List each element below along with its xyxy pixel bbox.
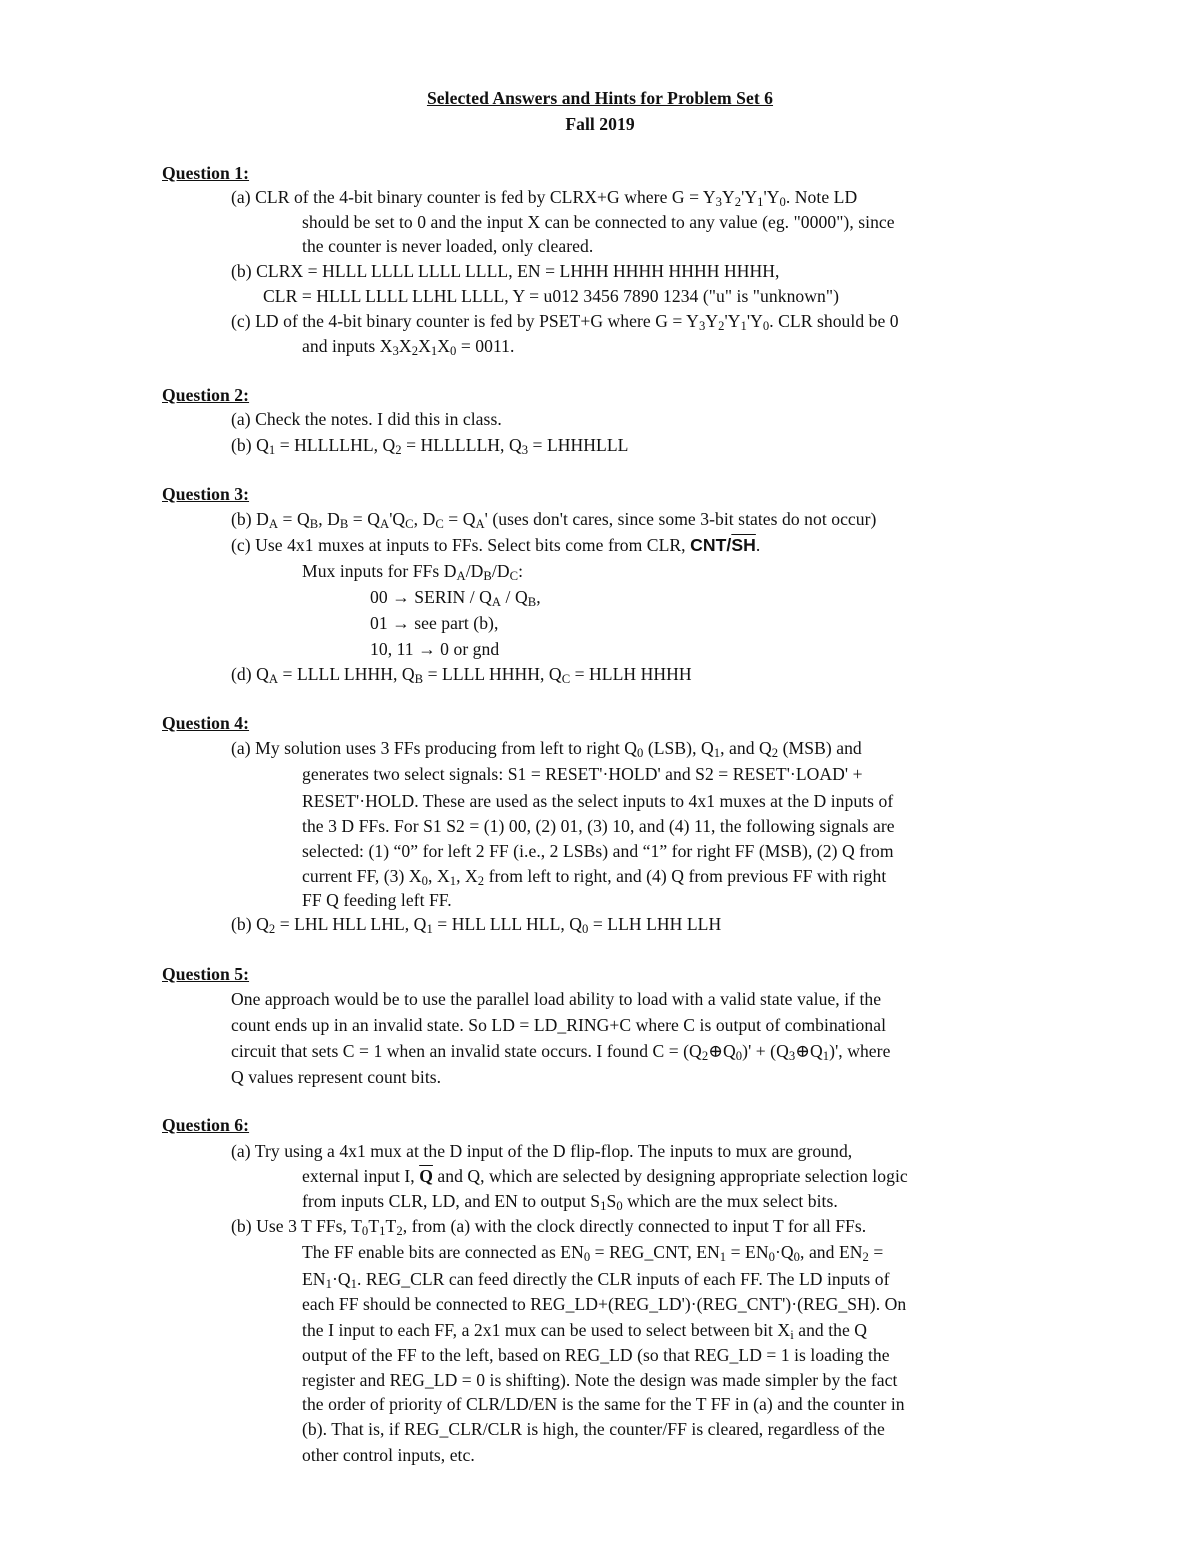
q3-mux-input-10-11: 10, 11 → 0 or gnd [370, 639, 500, 659]
q1-part-b-line-2: CLR = HLLL LLLL LLHL LLLL, Y = u012 3456 7890 1234 ("u" is "unknown") [263, 286, 840, 306]
q4-part-a-line-5: selected: (1) “0” for left 2 FF (i.e., 2 LSBs) and “1” for right FF (MSB), (2) Q from [302, 841, 894, 861]
q3-part-b: (b) $D_A = Q_B$, $D_B = Q_A'Q_C$, $D_C = Q_A'$ (uses don't cares, since some 3-bit states do not occur) [231, 509, 877, 532]
q2-part-b: (b) $Q_1$ = HLLLLHL, $Q_2$ = HLLLLLH, $Q_3$ = LHHHLLL [231, 435, 629, 458]
question-2-heading: Question 2: [162, 385, 250, 405]
q4-part-a-line-6: current FF, (3) $X_0$, $X_1$, $X_2$ from left to right, and (4) Q from previous FF with right [302, 866, 887, 889]
q6-part-b-line-1: (b) Use 3 T FFs, $T_0T_1T_2$, from (a) with the clock directly connected to input T for all FFs. [231, 1216, 867, 1239]
q6-part-a-line-2: external input I, $\overline{Q}$ and Q, which are selected by designing appropriate selection logic [302, 1166, 908, 1186]
q6-part-b-line-2: The FF enable bits are connected as $EN_0$ = REG_CNT, $EN_1 = EN_0\cdot Q_0$, and $EN_2$ = [302, 1242, 884, 1265]
q4-part-a-line-2: generates two select signals: S1 = RESET'·HOLD' and S2 = RESET'·LOAD' + [302, 764, 863, 784]
q1-part-c-line-2: and inputs $X_3X_2X_1X_0 = 0011$. [302, 336, 515, 359]
q1-part-a-line-3: the counter is never loaded, only cleared. [302, 236, 594, 256]
q3-part-d: (d) $Q_A$ = LLLL LHHH, $Q_B$ = LLLL HHHH, $Q_C$ = HLLH HHHH [231, 664, 692, 687]
question-1-heading: Question 1: [162, 163, 250, 183]
q6-part-b-line-7: register and REG_LD = 0 is shifting). Note the design was made simpler by the fact [302, 1370, 898, 1390]
question-4-heading: Question 4: [162, 713, 250, 733]
q1-part-a-line-1: (a) CLR of the 4-bit binary counter is fed by CLRX+G where $G = Y_3Y_2'Y_1'Y_0$. Note LD [231, 187, 858, 210]
q6-part-b-line-8: the order of priority of CLR/LD/EN is the same for the T FF in (a) and the counter in [302, 1394, 905, 1414]
q6-part-b-line-3: $EN_1\cdot Q_1$. REG_CLR can feed directly the CLR inputs of each FF. The LD inputs of [302, 1269, 890, 1292]
q6-part-b-line-5: the I input to each FF, a 2x1 mux can be used to select between bit $X_i$ and the Q [302, 1320, 868, 1343]
q3-part-c-line-1: (c) Use 4x1 muxes at inputs to FFs. Select bits come from CLR, CNT/$\overline{SH}$. [231, 535, 761, 555]
question-6-heading: Question 6: [162, 1115, 250, 1135]
q6-part-b-line-10: other control inputs, etc. [302, 1445, 475, 1465]
question-5-heading: Question 5: [162, 964, 250, 984]
q5-line-3: circuit that sets C = 1 when an invalid state occurs. I found $C = (Q_2\oplus Q_0)'$ + $(Q_3\oplus Q_1)'$, where [231, 1041, 891, 1064]
q4-part-a-line-3: RESET'·HOLD. These are used as the select inputs to 4x1 muxes at the D inputs of [302, 791, 894, 811]
q2-part-a: (a) Check the notes. I did this in class. [231, 409, 502, 429]
q1-part-c-line-1: (c) LD of the 4-bit binary counter is fed by PSET+G where $G = Y_3Y_2'Y_1'Y_0$. CLR should be 0 [231, 311, 899, 334]
q3-mux-input-01: 01 → see part (b), [370, 613, 499, 633]
q5-line-2: count ends up in an invalid state. So LD = LD_RING+C where C is output of combinational [231, 1015, 887, 1035]
q1-part-a-line-2: should be set to 0 and the input X can be connected to any value (eg. "0000"), since [302, 212, 895, 232]
document-title: Selected Answers and Hints for Problem Set 6 [426, 88, 774, 108]
q6-part-b-line-4: each FF should be connected to REG_LD+(REG_LD')·(REG_CNT')·(REG_SH). On [302, 1294, 907, 1314]
question-3-heading: Question 3: [162, 484, 250, 504]
q3-mux-input-00: 00 → SERIN / $Q_A / Q_B$, [370, 587, 541, 610]
q5-line-1: One approach would be to use the parallel load ability to load with a valid state value, if the [231, 989, 882, 1009]
q5-line-4: Q values represent count bits. [231, 1067, 442, 1087]
q4-part-a-line-1: (a) My solution uses 3 FFs producing from left to right $Q_0$ (LSB), $Q_1$, and $Q_2$ (MSB) and [231, 738, 862, 761]
q3-part-c-line-2: Mux inputs for FFs $D_A/D_B/D_C$: [302, 561, 524, 584]
document-term: Fall 2019 [565, 114, 635, 134]
q4-part-b: (b) $Q_2$ = LHL HLL LHL, $Q_1$ = HLL LLL HLL, $Q_0$ = LLH LHH LLH [231, 914, 722, 937]
q6-part-a-line-1: (a) Try using a 4x1 mux at the D input of the D flip-flop. The inputs to mux are ground, [231, 1141, 853, 1161]
q6-part-a-line-3: from inputs CLR, LD, and EN to output $S_1S_0$ which are the mux select bits. [302, 1191, 838, 1214]
q6-part-b-line-6: output of the FF to the left, based on REG_LD (so that REG_LD = 1 is loading the [302, 1345, 890, 1365]
q4-part-a-line-4: the 3 D FFs. For S1 S2 = (1) 00, (2) 01, (3) 10, and (4) 11, the following signals are [302, 816, 895, 836]
q6-part-b-line-9: (b). That is, if REG_CLR/CLR is high, the counter/FF is cleared, regardless of the [302, 1419, 885, 1439]
q4-part-a-line-7: FF Q feeding left FF. [302, 890, 452, 910]
q1-part-b-line-1: (b) CLRX = HLLL LLLL LLLL LLLL, EN = LHHH HHHH HHHH HHHH, [231, 261, 780, 281]
